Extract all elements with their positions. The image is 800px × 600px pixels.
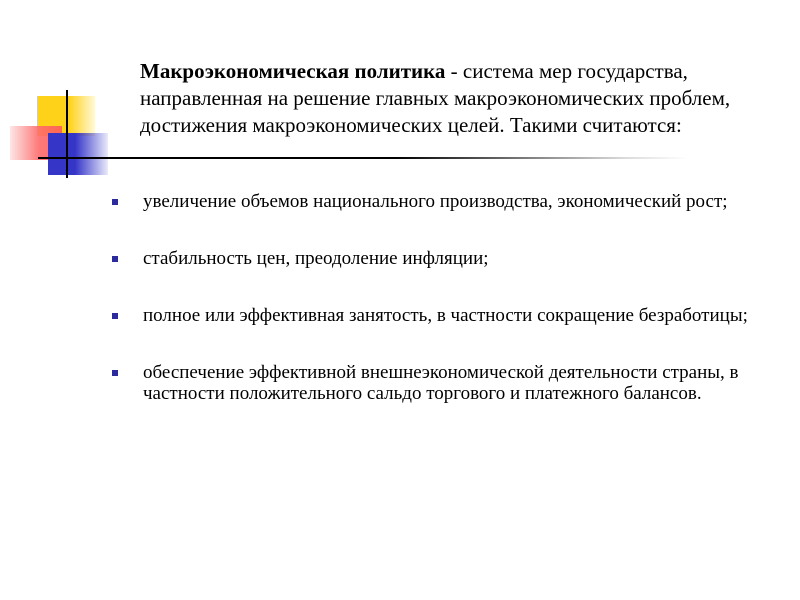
title-definition: - система мер государства, направленная на решение главных макроэкономических проблем, достижения макроэкономических целей. Такими считаются:: [140, 59, 731, 137]
slide-title: [140, 58, 780, 139]
blue-square-decoration: [48, 133, 108, 175]
square-bullet-icon: [112, 256, 118, 262]
vertical-line-decoration: [66, 90, 68, 178]
list-item-text: увеличение объемов национального производства, экономический рост;: [143, 191, 728, 212]
list-item-text: полное или эффективная занятость, в частности сокращение безработицы;: [143, 305, 748, 326]
title-term: Макроэкономическая политика: [140, 59, 446, 83]
bullet-list: [110, 191, 770, 404]
corner-decoration: [0, 0, 130, 190]
list-item: [110, 362, 770, 404]
list-item: [110, 248, 770, 269]
list-item-text: стабильность цен, преодоление инфляции;: [143, 248, 489, 269]
list-item: [110, 191, 770, 212]
list-item-text: обеспечение эффективной внешнеэкономической деятельности страны, в частности положительного сальдо торгового и платежного балансов.: [143, 362, 739, 404]
square-bullet-icon: [112, 199, 118, 205]
list-item: [110, 305, 770, 326]
title-divider: [38, 157, 688, 159]
square-bullet-icon: [112, 370, 118, 376]
square-bullet-icon: [112, 313, 118, 319]
